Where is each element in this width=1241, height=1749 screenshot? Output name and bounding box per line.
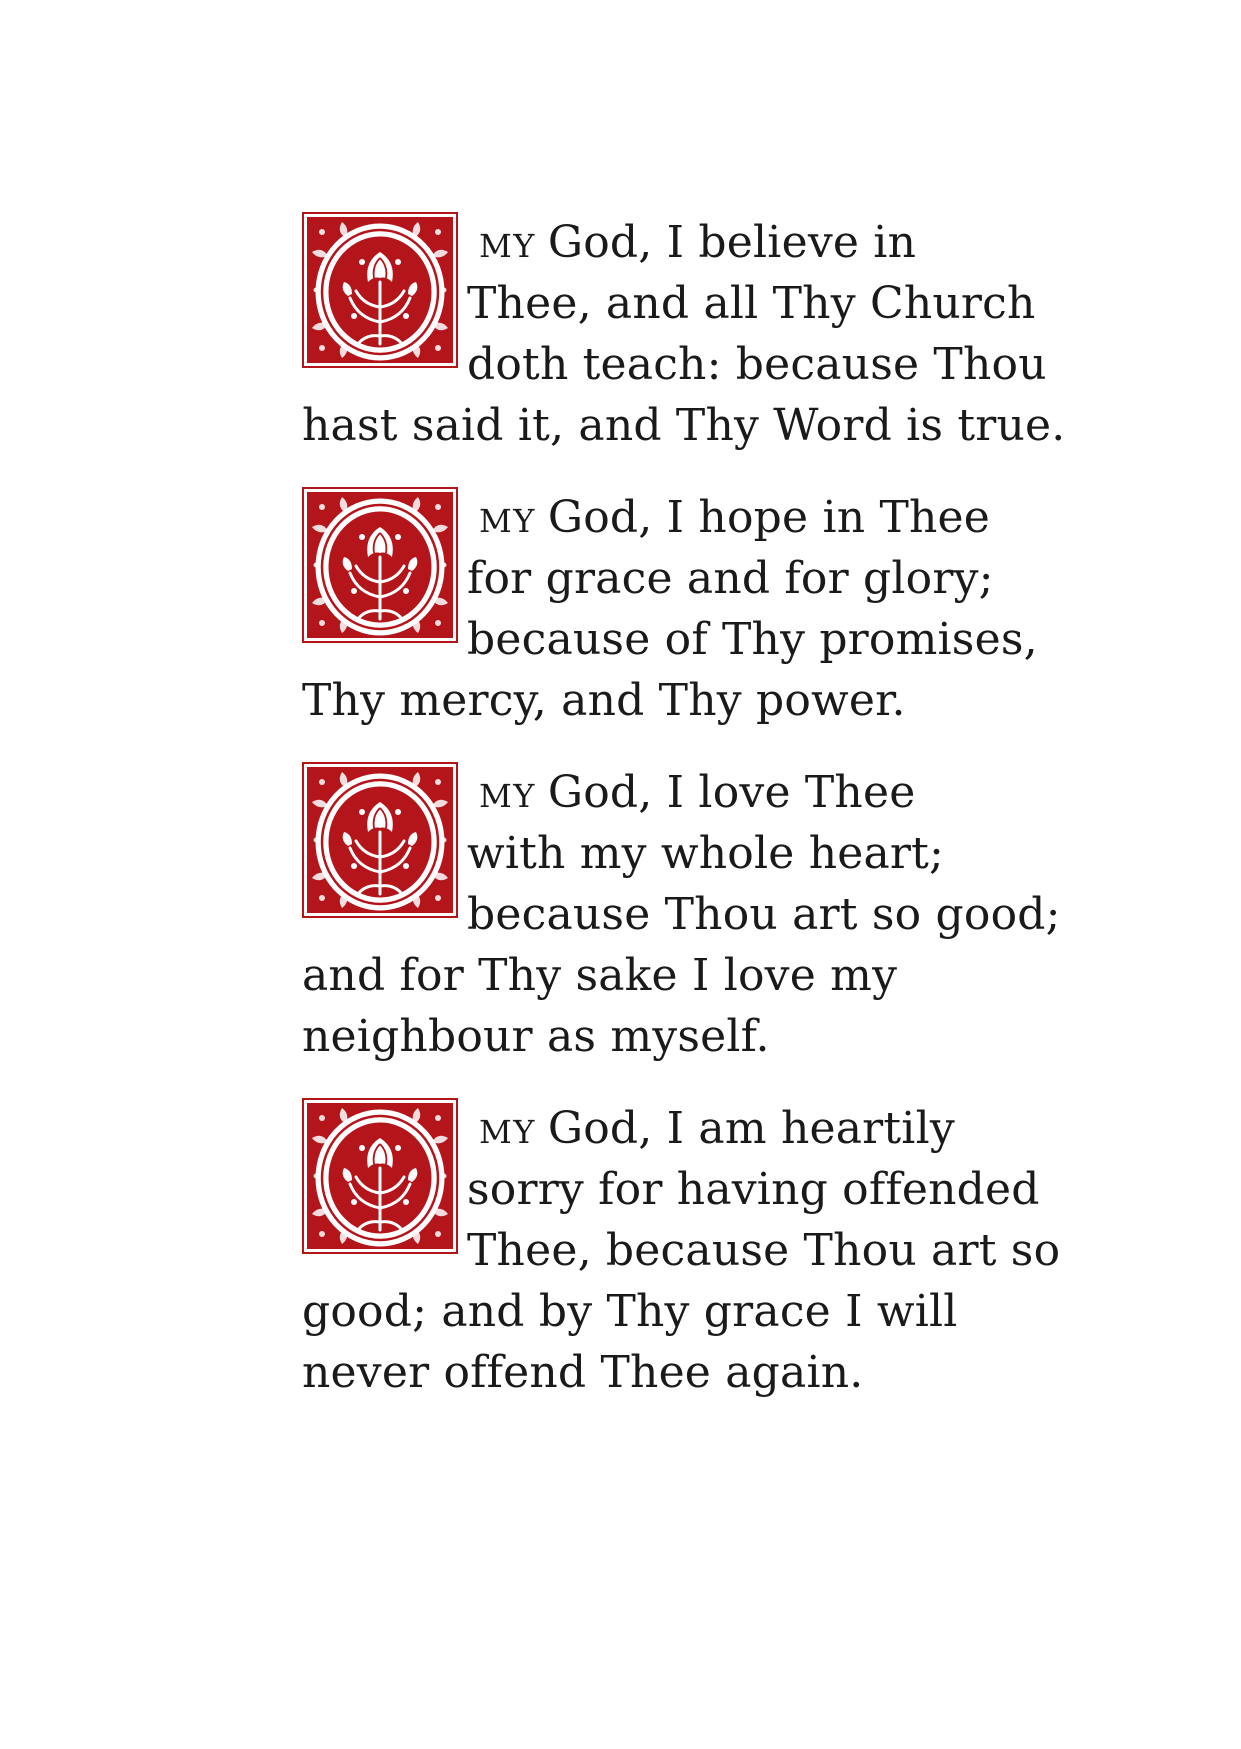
paragraph-line: Thee, because Thou art so [467,1225,1061,1276]
lead-small-caps: MY [479,1113,536,1151]
drop-cap-o-icon [302,762,458,918]
paragraph-line: doth teach: because Thou [467,339,1047,390]
paragraph-line: never offend Thee again. [302,1347,864,1398]
lead-small-caps: MY [479,777,536,815]
lead-small-caps: MY [479,227,536,265]
drop-cap-o-icon [302,1098,458,1254]
paragraph-line: sorry for having offended [467,1164,1040,1215]
ornate-drop-cap-o-icon [302,762,458,918]
paragraph-line: Thy mercy, and Thy power. [302,675,906,726]
lead-small-caps: MY [479,502,536,540]
paragraph-line: because Thou art so good; [467,889,1061,940]
paragraph-line: neighbour as myself. [302,1011,770,1062]
paragraph-line: and for Thy sake I love my [302,950,898,1001]
paragraph-line: MY God, I am heartily [479,1103,955,1154]
paragraph-line: for grace and for glory; [467,553,994,604]
paragraph-line: MY God, I hope in Thee [479,492,991,543]
ornate-drop-cap-o-icon [302,212,458,368]
paragraph-line: MY God, I believe in [479,217,917,268]
ornate-drop-cap-o-icon [302,487,458,643]
drop-cap-o-icon [302,487,458,643]
paragraph-line: MY God, I love Thee [479,767,916,818]
paragraph-line: hast said it, and Thy Word is true. [302,400,1066,451]
ornate-drop-cap-o-icon [302,1098,458,1254]
drop-cap-o-icon [302,212,458,368]
paragraph-line: Thee, and all Thy Church [467,278,1036,329]
paragraph-line: with my whole heart; [467,828,945,879]
paragraph-line: because of Thy promises, [467,614,1038,665]
paragraph-line: good; and by Thy grace I will [302,1286,958,1337]
